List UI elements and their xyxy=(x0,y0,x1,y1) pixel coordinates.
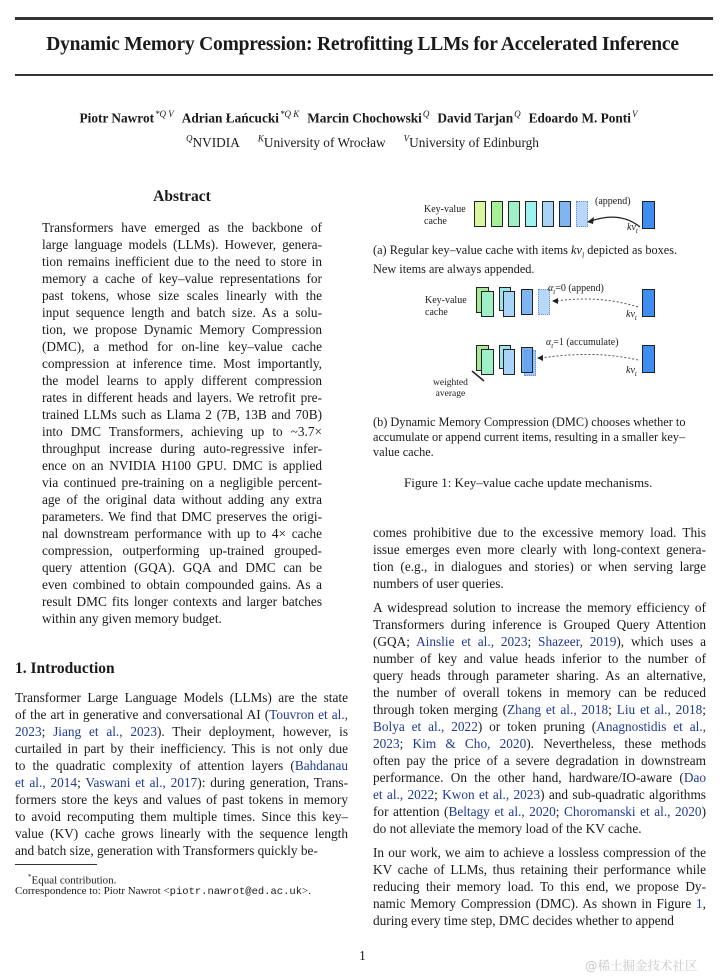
paragraph-memory-load xyxy=(373,524,706,592)
panel-b-caption: (b) Dynamic Memory Compression (DMC) chooses whether to accumulate or append current items, resulting in a smaller key– value cache. xyxy=(373,415,686,459)
citation-link[interactable]: Touvron et al., xyxy=(269,707,348,722)
cache-item-box xyxy=(508,201,520,227)
text-line: tion (e.g., in dialogues and stories) or when serving large xyxy=(373,559,706,574)
footnote-correspondence xyxy=(15,884,311,899)
text-line: Bolya et al., 2022) or token pruning (Anagnostidis et al., xyxy=(373,719,707,734)
author-name: Edoardo M. Ponti xyxy=(528,110,631,126)
citation-link[interactable]: et al., 2022 xyxy=(373,787,435,802)
text-line: number of key and value heads inferior to the number of xyxy=(373,651,706,666)
text-line: et al., 2022; Kwon et al., 2023) and sub-quadratic algorithms xyxy=(373,787,706,802)
watermark: @稀土掘金技术社区 xyxy=(585,958,698,973)
citation-link[interactable]: 2023 xyxy=(373,736,400,751)
citation-link[interactable]: Kwon et al., 2023 xyxy=(442,787,541,802)
text-line: query heads through parameter sharing. As an alternative, xyxy=(373,668,706,683)
panel-a-new-item-box xyxy=(642,201,655,229)
abstract-line: (DMC), a method for on-line key–value cache xyxy=(42,339,322,354)
text-line: of the art in generative and conversational AI (Touvron et al., xyxy=(15,707,348,722)
abstract-line: the model learns to apply different compression xyxy=(42,373,322,388)
abstract-line: into DMC Transformers, achieving up to ~3.7× xyxy=(42,424,322,439)
top-rule xyxy=(15,17,713,20)
text-line: namic Memory Compression (DMC). As shown in Figure 1, xyxy=(373,896,706,911)
text-line: to the quadratic complexity of attention layers (Bahdanau xyxy=(15,758,348,773)
panel-b-kv-label-top: $kv_t$ xyxy=(626,309,637,322)
author-name: Piotr Nawrot xyxy=(79,110,155,126)
weighted-average-bracket-icon xyxy=(470,367,490,385)
author-affiliation-marks: Q xyxy=(422,109,430,119)
figure-1 xyxy=(370,185,725,495)
abstract-line: result DMC fits longer contexts and larger batches xyxy=(42,594,322,609)
citation-link[interactable]: Liu et al., 2018 xyxy=(616,702,703,717)
citation-link[interactable]: Shazeer, 2019 xyxy=(538,634,617,649)
abstract-line: within any given memory budget. xyxy=(42,611,222,626)
affiliation: $^V$University of Edinburgh xyxy=(403,134,539,151)
panel-a-append-label: (append) xyxy=(595,196,631,207)
panel-a-kv-label: $kv_t$ xyxy=(627,222,638,235)
text-line: the number of overall tokens in memory can be reduced xyxy=(373,685,706,700)
panel-b-kv-label-bottom: $kv_t$ xyxy=(626,365,637,378)
text-line: through token merging (Zhang et al., 2018; Liu et al., 2018; xyxy=(373,702,706,717)
text-line: A widespread solution to increase the memory efficiency of xyxy=(373,600,706,615)
text-line: reducing their memory load. To this end, we propose Dy- xyxy=(373,879,706,894)
panel-b-cache-label: Key-value cache xyxy=(425,295,467,318)
cache-item-box xyxy=(525,201,537,227)
cache-item-box xyxy=(474,201,486,227)
citation-link[interactable]: Zhang et al., 2018 xyxy=(507,702,609,717)
author-affiliation-marks: *Q V xyxy=(155,109,174,119)
text-line: to avoid recomputing them multiple times. Since this key– xyxy=(15,809,348,824)
text-line: value (KV) cache grows linearly with the sequence length xyxy=(15,826,348,841)
citation-link[interactable]: Choromanski et al., 2020 xyxy=(563,804,702,819)
abstract-line: throughput increase during auto-regressive infer- xyxy=(42,441,322,456)
abstract-body xyxy=(42,219,322,627)
text-line: comes prohibitive due to the excessive memory load. This xyxy=(373,525,706,540)
abstract-line: past tokens, whose size scales linearly with the xyxy=(42,288,322,303)
introduction-heading: 1. Introduction xyxy=(15,660,115,677)
abstract-line: nal downstream performance with up to 4× cache xyxy=(42,526,322,541)
text-line: Transformers during inference is Grouped Query Attention xyxy=(373,617,706,632)
panel-b-append-label: $\alpha_t=0$ (append) xyxy=(548,283,604,296)
author-affiliation-marks: Q xyxy=(514,109,521,119)
abstract-line: compression at inference time. Most importantly, xyxy=(42,356,322,371)
text-line: performance. On the other hand, hardware/IO-aware (Dao xyxy=(373,770,706,785)
introduction-body xyxy=(15,689,348,859)
text-line: (GQA; Ainslie et al., 2023; Shazeer, 2019), which uses a xyxy=(373,634,706,649)
paragraph-related-work xyxy=(373,599,706,837)
abstract-line: via continued pre-training on a negligible percent- xyxy=(42,475,322,490)
citation-link[interactable]: 1 xyxy=(696,896,703,911)
figure-caption: Figure 1: Key–value cache update mechanisms. xyxy=(404,475,653,490)
abstract-line: input sequence length and batch size. As a solu- xyxy=(42,305,322,320)
panel-b-new-item-top xyxy=(642,289,655,317)
abstract-line: parameters. We find that DMC preserves the origi- xyxy=(42,509,322,524)
correspondence-email[interactable]: piotr.nawrot@ed.ac.uk xyxy=(169,886,302,898)
citation-link[interactable]: Bahdanau xyxy=(294,758,348,773)
abstract-line: trained LLMs such as Llama 2 (7B, 13B and 70B) xyxy=(42,407,322,422)
text-line: 2023; Kim & Cho, 2020). Nevertheless, these methods xyxy=(373,736,707,751)
abstract-line: query attention (GQA). GQA and DMC can be xyxy=(42,560,322,575)
text-line: for attention (Beltagy et al., 2020; Choromanski et al., 2020) xyxy=(373,804,706,819)
weighted-average-label: weighted average xyxy=(433,378,468,399)
panel-a-caption: (a) Regular key–value cache with items $kv_i$ depicted as boxes. New items are always appended. xyxy=(373,243,678,277)
title-bottom-rule xyxy=(15,74,713,76)
citation-link[interactable]: Beltagy et al., 2020 xyxy=(448,804,556,819)
text-line: KV cache of LLMs, thus retaining their performance while xyxy=(373,862,706,877)
text-line: numbers of user queries. xyxy=(373,576,504,591)
author-name: David Tarjan xyxy=(437,110,514,126)
abstract-line: even combined to obtain compounded gains. As a xyxy=(42,577,322,592)
correspondence-suffix: >. xyxy=(302,885,311,897)
affiliation-list xyxy=(0,134,725,151)
abstract-line: tion remains inefficient due to the need to store in xyxy=(42,254,322,269)
text-line: often pay the price of a severe degradation in downstream xyxy=(373,753,706,768)
author-affiliation-marks: *Q K xyxy=(279,109,300,119)
text-line: et al., 2014; Vaswani et al., 2017): during generation, Trans- xyxy=(15,775,348,790)
author-name: Marcin Chochowski xyxy=(307,110,422,126)
page-number: 1 xyxy=(359,948,366,963)
panel-b-accumulate-label: $\alpha_t=1$ (accumulate) xyxy=(546,337,619,350)
footnote-mark: * xyxy=(28,873,32,881)
abstract-line: ence on an NVIDIA H100 GPU. DMC is applied xyxy=(42,458,322,473)
affiliation: $^Q$NVIDIA xyxy=(186,134,240,151)
citation-link[interactable]: Ainslie et al., 2023 xyxy=(416,634,528,649)
citation-link[interactable]: Anagnostidis et al., xyxy=(596,719,707,734)
citation-link[interactable]: Vaswani et al., 2017 xyxy=(85,775,198,790)
text-line: issue emerges even more clearly with long-context genera- xyxy=(373,542,706,557)
author-name: Adrian Łańcucki xyxy=(181,110,279,126)
accumulate-dotted-arrow-icon xyxy=(535,350,640,368)
abstract-heading: Abstract xyxy=(153,188,211,205)
text-line: do not alleviate the memory load of the KV cache. xyxy=(373,821,642,836)
author-affiliation-marks: V xyxy=(631,109,638,119)
affiliation: $^K$University of Wrocław xyxy=(257,134,386,151)
cache-item-box xyxy=(559,201,571,227)
text-line: 2023; Jiang et al., 2023). Their deployment, however, is xyxy=(15,724,348,739)
text-line: curtailed in part by their inefficiency. This is not only due xyxy=(15,741,348,756)
text-line: Transformer Large Language Models (LLMs) are the state xyxy=(15,690,348,705)
footnote-rule xyxy=(15,864,97,865)
abstract-line: memory a cache of key–value representations for xyxy=(42,271,322,286)
right-column-body xyxy=(373,524,706,929)
abstract-line: tion, we propose Dynamic Memory Compression xyxy=(42,322,322,337)
citation-link[interactable]: Dao xyxy=(683,770,706,785)
text-line: during every time step, DMC decides whether to append xyxy=(373,913,674,928)
abstract-line: compression, outperforming up-trained grouped- xyxy=(42,543,322,558)
citation-link[interactable]: et al., 2014 xyxy=(15,775,78,790)
abstract-line: age of the original data without adding any extra xyxy=(42,492,322,507)
text-line: and batch size, generation with Transformers quickly be- xyxy=(15,843,318,858)
abstract-line: rates in different heads and layers. We retrofit pre- xyxy=(42,390,322,405)
text-line: formers store the keys and values of past tokens in memory xyxy=(15,792,348,807)
cache-item-box xyxy=(542,201,554,227)
paper-title: Dynamic Memory Compression: Retrofitting LLMs for Accelerated Inference xyxy=(46,34,679,55)
text-line: In our work, we aim to achieve a lossless compression of the xyxy=(373,845,706,860)
abstract-line: large language models (LLMs). However, genera- xyxy=(42,237,322,252)
citation-link[interactable]: Bolya et al., 2022 xyxy=(373,719,478,734)
cache-item-box xyxy=(491,201,503,227)
panel-b-new-item-bottom xyxy=(642,345,655,373)
citation-link[interactable]: 2023 xyxy=(15,724,42,739)
citation-link[interactable]: Kim & Cho, 2020 xyxy=(412,736,527,751)
author-list xyxy=(0,109,725,126)
panel-a-cache-label: Key-value cache xyxy=(424,204,466,227)
citation-link[interactable]: Jiang et al., 2023 xyxy=(53,724,157,739)
abstract-line: Transformers have emerged as the backbone of xyxy=(42,220,322,235)
correspondence-prefix: Correspondence to: Piotr Nawrot < xyxy=(15,885,170,897)
footnote-equal-text: Equal contribution. xyxy=(31,874,117,887)
paragraph-our-work xyxy=(373,844,706,929)
